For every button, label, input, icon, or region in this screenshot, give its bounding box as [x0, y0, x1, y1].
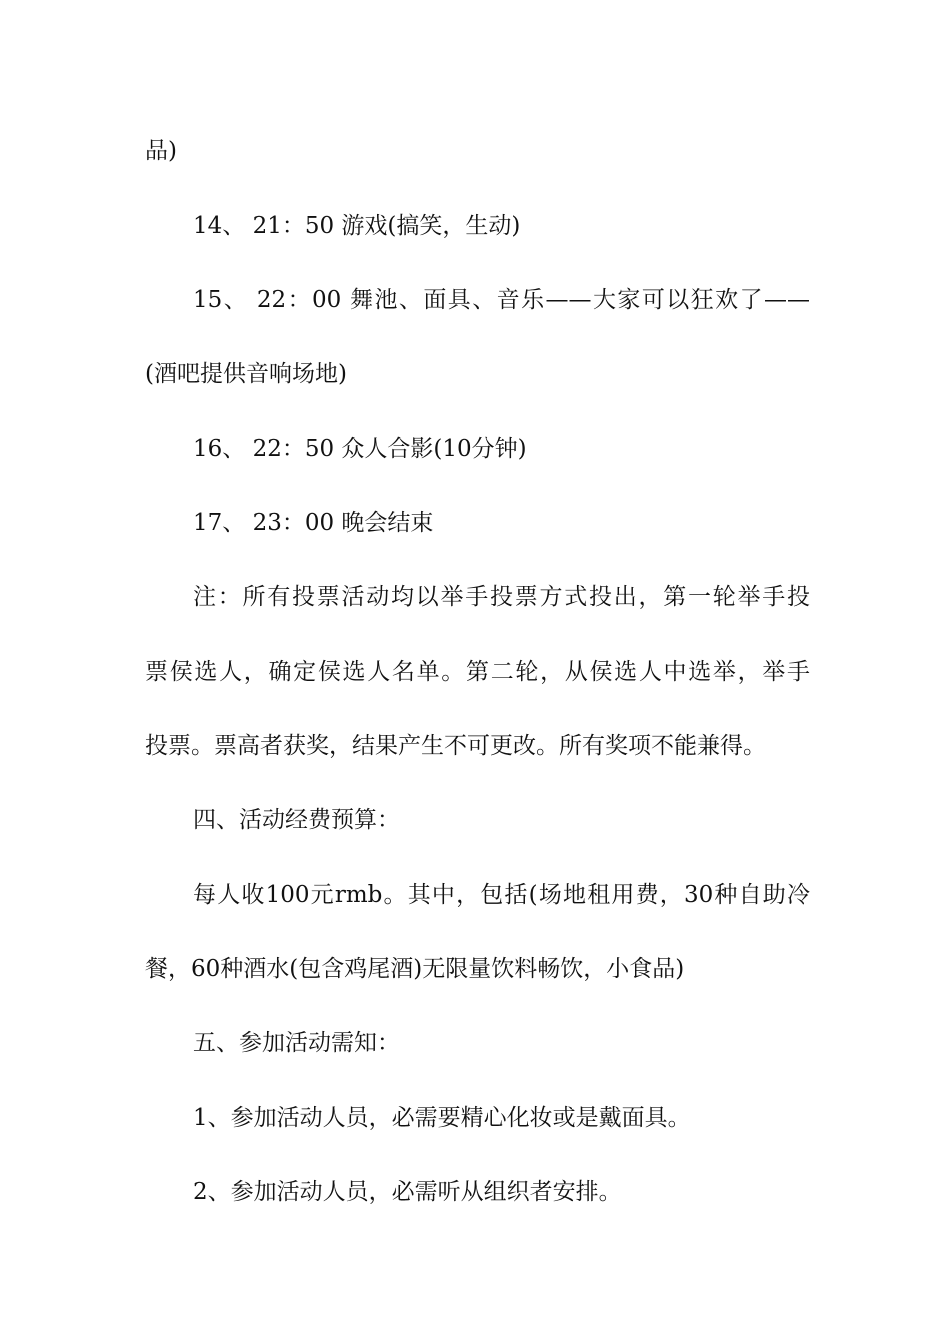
notice-item-2: 2、参加活动人员，必需听从组织者安排。: [193, 1179, 622, 1205]
text-line-continuation: 品): [145, 138, 177, 164]
schedule-item-17: 17、 23：00 晚会结束: [193, 510, 434, 536]
schedule-item-15: 15、 22：00 舞池、面具、音乐——大家可以狂欢了——: [193, 287, 810, 313]
budget-paragraph-line-2: 餐，60种酒水(包含鸡尾酒)无限量饮料畅饮，小食品): [145, 956, 685, 982]
section-heading-budget: 四、活动经费预算：: [193, 807, 400, 833]
schedule-item-14: 14、 21：50 游戏(搞笑，生动): [193, 213, 521, 239]
note-paragraph-line-1: 注：所有投票活动均以举手投票方式投出，第一轮举手投: [193, 584, 810, 610]
budget-paragraph-line-1: 每人收100元rmb。其中，包括(场地租用费，30种自助冷: [193, 882, 810, 908]
schedule-item-15-continuation: (酒吧提供音响场地): [145, 361, 347, 387]
notice-item-1: 1、参加活动人员，必需要精心化妆或是戴面具。: [193, 1105, 691, 1131]
section-heading-notice: 五、参加活动需知：: [193, 1030, 400, 1056]
schedule-item-16: 16、 22：50 众人合影(10分钟): [193, 436, 527, 462]
note-paragraph-line-2: 票侯选人，确定侯选人名单。第二轮，从侯选人中选举，举手: [145, 659, 810, 685]
note-paragraph-line-3: 投票。票高者获奖，结果产生不可更改。所有奖项不能兼得。: [145, 733, 766, 759]
